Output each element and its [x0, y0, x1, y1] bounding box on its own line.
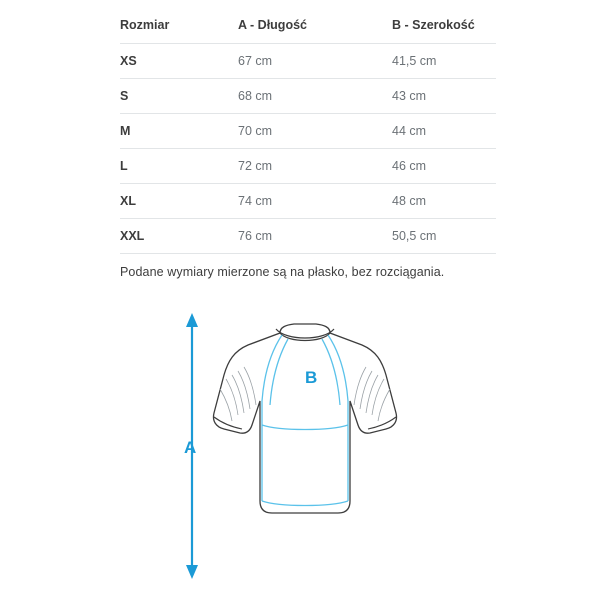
cell-size: M	[120, 114, 238, 149]
table-row	[120, 44, 496, 79]
table-row	[120, 149, 496, 184]
cell-width: 41,5 cm	[392, 44, 496, 79]
column-header-length: A - Długość	[238, 18, 392, 44]
cell-length: 68 cm	[238, 79, 392, 114]
shirt-outline	[213, 324, 396, 513]
size-table-body	[120, 44, 496, 254]
cell-width: 50,5 cm	[392, 219, 496, 254]
cell-width: 46 cm	[392, 149, 496, 184]
measurement-note: Podane wymiary mierzone są na płasko, bez rozciągania.	[120, 265, 445, 279]
cell-length: 70 cm	[238, 114, 392, 149]
cell-width: 44 cm	[392, 114, 496, 149]
table-row	[120, 219, 496, 254]
garment-diagram	[170, 305, 440, 585]
column-header-size: Rozmiar	[120, 18, 238, 44]
label-a: A	[184, 438, 197, 457]
cell-width: 48 cm	[392, 184, 496, 219]
cell-size: XS	[120, 44, 238, 79]
cell-length: 76 cm	[238, 219, 392, 254]
size-table	[120, 18, 496, 254]
table-row	[120, 114, 496, 149]
garment-svg	[170, 305, 440, 585]
table-header-row	[120, 18, 496, 44]
label-b: B	[305, 368, 318, 387]
table-row	[120, 184, 496, 219]
cell-size: L	[120, 149, 238, 184]
table-row	[120, 79, 496, 114]
size-table-head	[120, 18, 496, 44]
cell-size: S	[120, 79, 238, 114]
cell-size: XL	[120, 184, 238, 219]
cell-width: 43 cm	[392, 79, 496, 114]
cell-size: XXL	[120, 219, 238, 254]
cell-length: 67 cm	[238, 44, 392, 79]
column-header-width: B - Szerokość	[392, 18, 496, 44]
cell-length: 74 cm	[238, 184, 392, 219]
cell-length: 72 cm	[238, 149, 392, 184]
